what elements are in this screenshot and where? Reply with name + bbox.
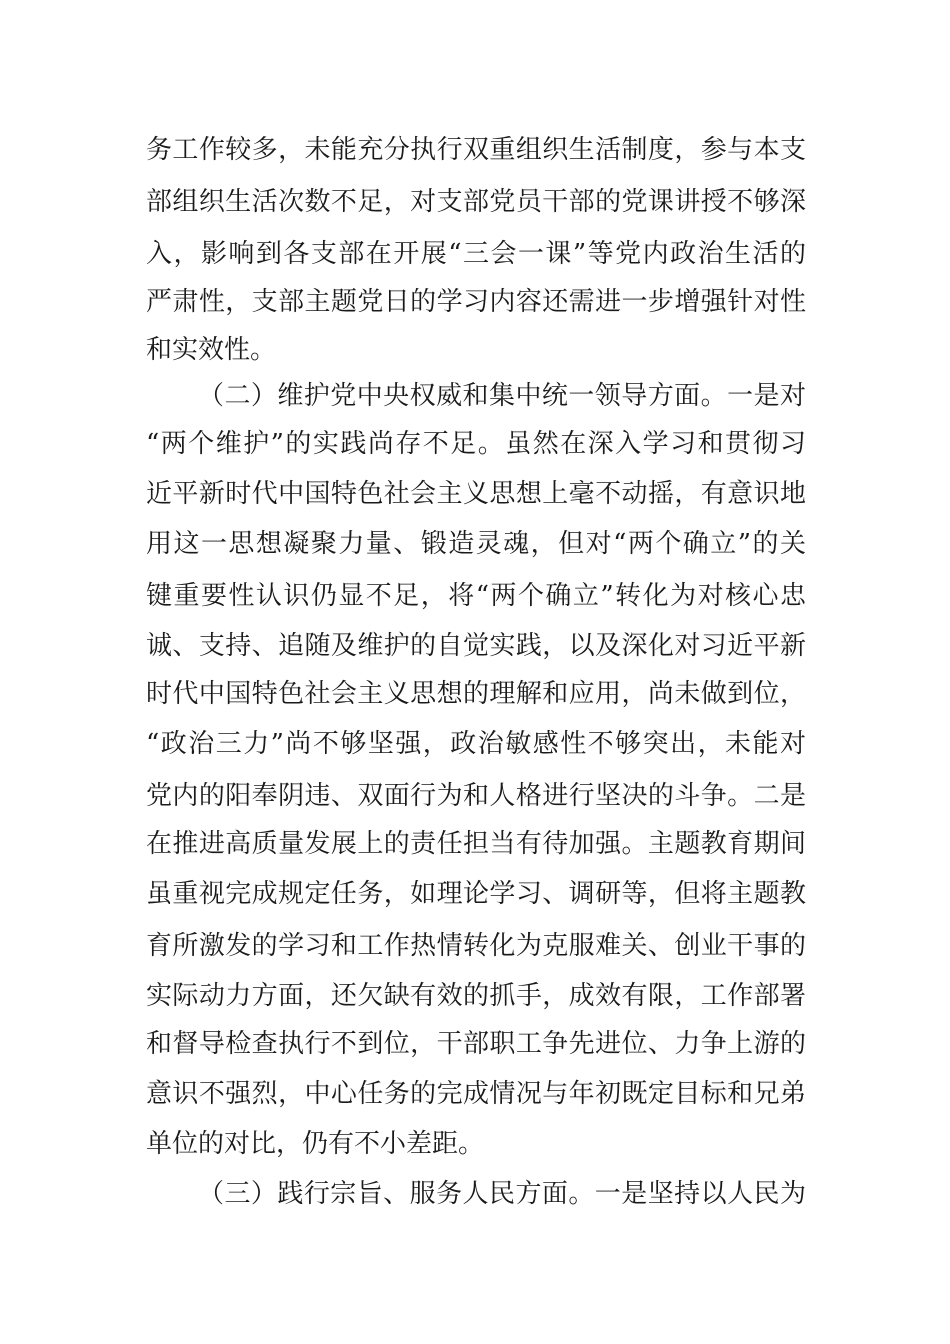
text-line: 虽重视完成规定任务，如理论学习、调研等，但将主题教 <box>146 879 806 909</box>
paragraph-heading-line: （二）维护党中央权威和集中统一领导方面。一是对 <box>198 381 806 411</box>
text-line: 键重要性认识仍显不足，将“两个确立”转化为对核心忠 <box>146 581 806 611</box>
text-line: 务工作较多，未能充分执行双重组织生活制度，参与本支 <box>146 135 806 165</box>
text-line: 和实效性。 <box>146 335 277 365</box>
text-line: 近平新时代中国特色社会主义思想上毫不动摇，有意识地 <box>146 479 806 509</box>
text-line: 时代中国特色社会主义思想的理解和应用，尚未做到位， <box>146 679 806 709</box>
text-line: 严肃性，支部主题党日的学习内容还需进一步增强针对性 <box>146 287 806 317</box>
paragraph-heading-line: （三）践行宗旨、服务人民方面。一是坚持以人民为 <box>198 1179 806 1209</box>
text-line: “两个维护”的实践尚存不足。虽然在深入学习和贯彻习 <box>146 429 806 459</box>
text-line: 意识不强烈，中心任务的完成情况与年初既定目标和兄弟 <box>146 1079 806 1109</box>
text-line: 用这一思想凝聚力量、锻造灵魂，但对“两个确立”的关 <box>146 529 806 559</box>
text-line: 诚、支持、追随及维护的自觉实践，以及深化对习近平新 <box>146 631 806 661</box>
text-line: 单位的对比，仍有不小差距。 <box>146 1129 485 1159</box>
text-line: 入，影响到各支部在开展“三会一课”等党内政治生活的 <box>146 239 806 269</box>
text-line: 部组织生活次数不足，对支部党员干部的党课讲授不够深 <box>146 187 806 217</box>
text-line: 在推进高质量发展上的责任担当有待加强。主题教育期间 <box>146 829 806 859</box>
text-line: 实际动力方面，还欠缺有效的抓手，成效有限，工作部署 <box>146 981 806 1011</box>
text-line: 育所激发的学习和工作热情转化为克服难关、创业干事的 <box>146 931 806 961</box>
text-line: “政治三力”尚不够坚强，政治敏感性不够突出，未能对 <box>146 729 806 759</box>
text-line: 党内的阳奉阴违、双面行为和人格进行坚决的斗争。二是 <box>146 781 806 811</box>
text-line: 和督导检查执行不到位，干部职工争先进位、力争上游的 <box>146 1029 806 1059</box>
